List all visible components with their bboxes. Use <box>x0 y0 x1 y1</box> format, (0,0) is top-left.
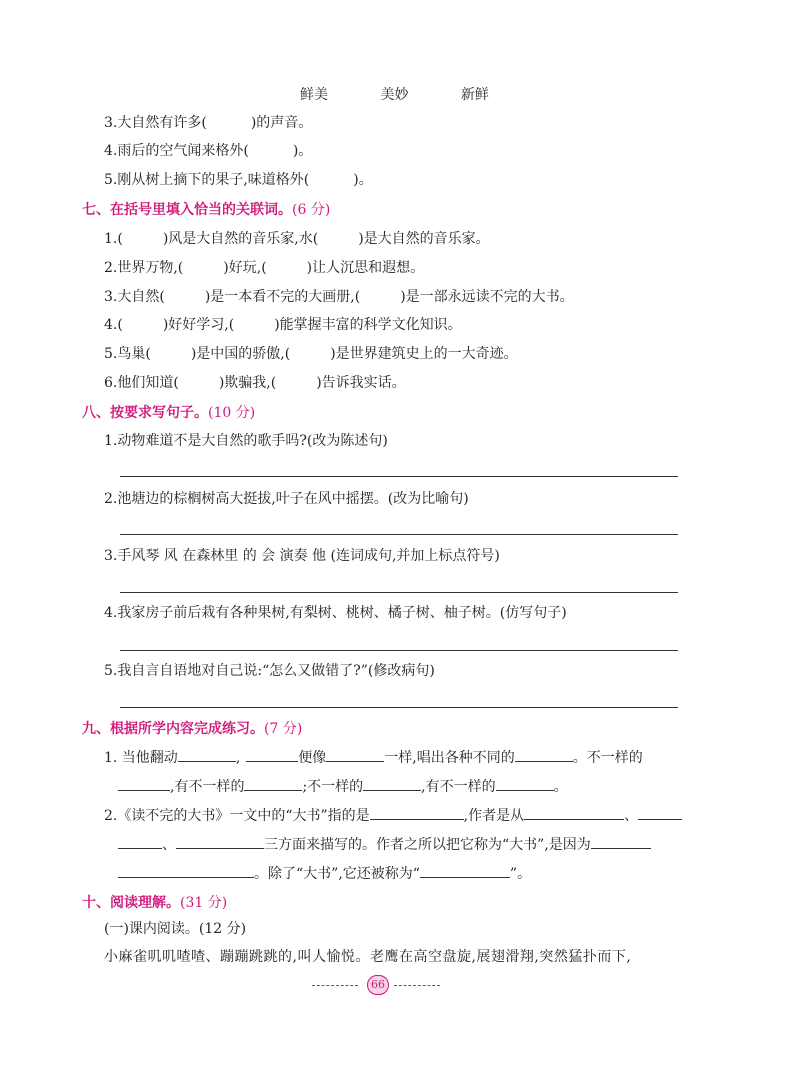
q8-item-3: 3.手风琴 风 在森林里 的 会 演奏 他 (连词成句,并加上标点符号) <box>104 548 500 564</box>
q9-line-5: 。除了“大书”,它还被称为“ ”。 <box>104 863 531 884</box>
footer-rule-left <box>312 985 358 986</box>
q9-line-3: 2.《读不完的大书》一文中的“大书”指的是 ,作者是从 、 <box>104 805 682 826</box>
blank[interactable] <box>244 776 302 791</box>
q9-line-1: 1. 当他翻动 , 便像 一样,唱出各种不同的 。不一样的 <box>104 747 643 768</box>
word-3: 新鲜 <box>460 87 489 103</box>
footer-rule-right <box>394 985 440 986</box>
blank[interactable] <box>176 834 264 849</box>
section-8-heading: 八、按要求写句子。(10 分) <box>82 405 256 421</box>
section-10-heading: 十、阅读理解。(31 分) <box>82 895 228 911</box>
q8-item-4: 4.我家房子前后栽有各种果树,有梨树、桃树、橘子树、柚子树。(仿写句子) <box>104 605 567 621</box>
answer-line-3[interactable] <box>120 592 678 593</box>
answer-line-4[interactable] <box>120 650 678 651</box>
q7-item-4: 4.( )好好学习,( )能掌握丰富的科学文化知识。 <box>104 317 462 333</box>
word-bank <box>300 84 537 104</box>
sec10-subheading: (一)课内阅读。(12 分) <box>104 921 247 937</box>
blank[interactable] <box>515 747 573 762</box>
q8-item-1: 1.动物难道不是大自然的歌手吗?(改为陈述句) <box>104 433 388 449</box>
answer-line-2[interactable] <box>120 534 678 535</box>
q9-line-4: 、 三方面来描写的。作者之所以把它称为“大书”,是因为 <box>104 834 651 855</box>
blank[interactable] <box>524 805 624 820</box>
q9-line-2: ,有不一样的 ;不一样的 ,有不一样的 。 <box>104 776 568 797</box>
blank[interactable] <box>118 776 170 791</box>
q7-item-5: 5.鸟巢( )是中国的骄傲,( )是世界建筑史上的一大奇迹。 <box>104 346 518 362</box>
page-number: 66 <box>367 975 389 995</box>
blank[interactable] <box>638 805 682 820</box>
q8-item-2: 2.池塘边的棕榈树高大挺拔,叶子在风中摇摆。(改为比喻句) <box>104 491 469 507</box>
q6-item-4: 4.雨后的空气闻来格外( )。 <box>104 143 313 159</box>
page-footer <box>312 975 442 995</box>
blank[interactable] <box>178 747 236 762</box>
word-1: 鲜美 <box>300 87 328 103</box>
q8-item-5: 5.我自言自语地对自己说:“怎么又做错了?”(修改病句) <box>104 663 435 679</box>
q7-item-2: 2.世界万物,( )好玩,( )让人沉思和遐想。 <box>104 260 425 276</box>
q6-item-3: 3.大自然有许多( )的声音。 <box>104 115 313 131</box>
q7-item-3: 3.大自然( )是一本看不完的大画册,( )是一部永远读不完的大书。 <box>104 289 574 305</box>
answer-line-5[interactable] <box>120 707 678 708</box>
blank[interactable] <box>496 776 554 791</box>
q7-item-1: 1.( )风是大自然的音乐家,水( )是大自然的音乐家。 <box>104 231 490 247</box>
blank[interactable] <box>420 863 510 878</box>
reading-passage: 小麻雀叽叽喳喳、蹦蹦跳跳的,叫人愉悦。老鹰在高空盘旋,展翅滑翔,突然猛扑而下, <box>104 949 632 965</box>
blank[interactable] <box>118 863 254 878</box>
blank[interactable] <box>246 747 298 762</box>
q6-item-5: 5.刚从树上摘下的果子,味道格外( )。 <box>104 172 373 188</box>
answer-line-1[interactable] <box>120 476 678 477</box>
blank[interactable] <box>118 834 162 849</box>
section-9-heading: 九、根据所学内容完成练习。(7 分) <box>82 721 303 737</box>
blank[interactable] <box>591 834 651 849</box>
word-2: 美妙 <box>380 87 409 103</box>
blank[interactable] <box>370 805 464 820</box>
q7-item-6: 6.他们知道( )欺骗我,( )告诉我实话。 <box>104 375 406 391</box>
blank[interactable] <box>363 776 421 791</box>
blank[interactable] <box>326 747 384 762</box>
section-7-heading: 七、在括号里填入恰当的关联词。(6 分) <box>82 202 331 218</box>
